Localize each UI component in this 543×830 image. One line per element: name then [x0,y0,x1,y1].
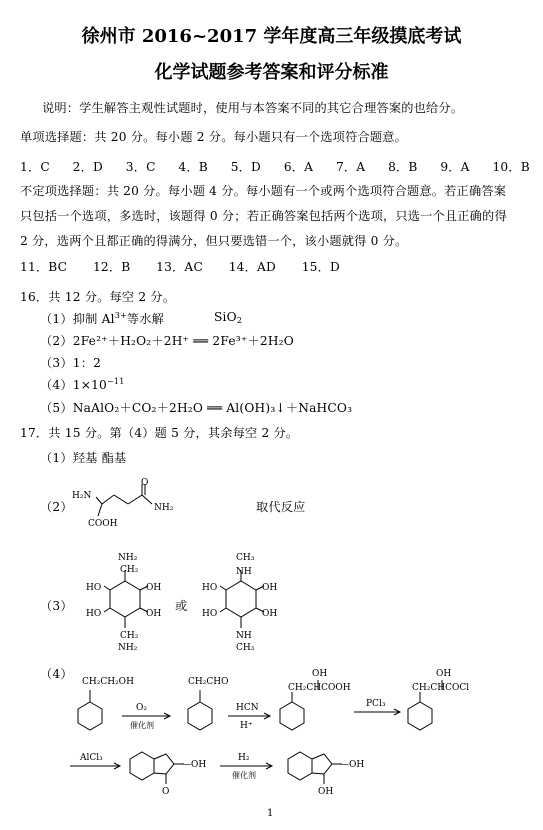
s2-formula: CH₂CHO [188,677,229,687]
q16-answer-1b [214,310,242,325]
r3-reagent: PCl₃ [366,699,386,709]
answer-9: 9．A [440,160,470,174]
q16-header: 16．共 12 分。每空 2 分。 [20,290,176,304]
imino-bottom-label: NH [236,631,252,641]
q16-answer-2 [40,332,294,349]
s3-hydroxyl: OH [312,669,328,679]
q16-label-2: （2） [40,334,73,348]
q16-answer-4 [40,376,125,393]
q16-a1b-sub: 2 [236,316,243,325]
hydroxy-left-bottom-label: HO [202,609,218,619]
amine-bottom-label: NH₂ [118,643,138,653]
answer-11: 11．BC [20,260,68,274]
r1-catalyst: 催化剂 [130,721,154,730]
structure-q17-3b [196,546,286,658]
r2-condition: H⁺ [240,721,253,731]
q16-a1-tail: 等水解 [126,312,165,326]
answer-15: 15．D [301,260,340,274]
q17-reaction-type: 取代反应 [256,500,306,514]
q16-label-1: （1） [40,312,73,326]
structure-q17-2 [70,478,190,538]
methylene-bottom-label: CH₂ [120,631,139,641]
answer-2: 2．D [72,160,103,174]
multi-choice-rule-line-1: 不定项选择题：共 20 分。每小题 4 分。每小题有一个或两个选项符合题意。若正确答案 [20,184,507,198]
answer-8: 8．B [388,160,418,174]
s1-formula: CH₂CH₂OH [82,677,134,687]
structure-q17-3a [80,546,170,658]
methyl-top-label: CH₃ [236,553,255,563]
q16-label-4: （4） [40,378,73,392]
q16-a4-text: 1×10 [72,378,108,392]
multi-choice-rule-line-3: 2 分，选两个且都正确的得满分，但只要选错一个，该小题就得 0 分。 [20,234,408,248]
q16-a1b-text: SiO [214,310,237,324]
amine-label: H₂N [72,491,92,501]
multi-choice-rule-line-2: 只包括一个选项，多选时，该题得 0 分；若正确答案包括两个选项，只选一个且正确的得 [20,209,507,223]
hydroxy-right-bottom-label: OH [262,609,278,619]
single-choice-answers [20,158,530,175]
methyl-bottom-label: CH₃ [236,643,255,653]
answer-5: 5．D [230,160,262,174]
product-hydroxyl-1: —OH [340,760,365,770]
q16-answer-5 [40,399,352,416]
answer-6: 6．A [283,160,314,174]
hydroxy-left-top-label: HO [202,583,218,593]
r1-reagent: O₂ [136,703,147,713]
q17-label-4: （4） [40,667,73,681]
document-title: 徐州市 2016~2017 学年度高三年级摸底考试 [81,26,462,47]
q16-answer-1 [40,310,164,327]
hydroxy-right-bottom-label: OH [146,609,162,619]
answer-7: 7．A [335,160,366,174]
q17-header: 17．共 15 分。第（4）题 5 分，其余每空 2 分。 [20,426,299,440]
hydroxy-right-top-label: OH [146,583,162,593]
answer-4: 4．B [178,160,208,174]
scoring-note: 说明：学生解答主观性试题时，使用与本答案不同的其它合理答案的也给分。 [42,101,464,115]
q17-label-3: （3） [40,599,73,613]
single-choice-header: 单项选择题：共 20 分。每小题 2 分。每小题只有一个选项符合题意。 [20,130,408,144]
hydroxy-left-bottom-label: HO [86,609,102,619]
amide-label: NH₂ [154,503,174,513]
answer-12: 12．B [92,260,131,274]
q16-a2-equation: 2Fe²⁺＋H₂O₂＋2H⁺ ══ 2Fe³⁺＋2H₂O [72,334,294,348]
r2-reagent: HCN [236,703,259,713]
q16-label-3: （3） [40,356,73,370]
amine-top-label: NH₂ [118,553,138,563]
carbonyl-oxygen-label: O [141,478,149,488]
s4-hydroxyl: OH [436,669,452,679]
s4-formula: CH₂CHCOCl [412,683,470,693]
q16-a3-text: 1：2 [72,356,102,370]
r5-catalyst: 催化剂 [232,771,256,780]
q16-answer-3 [40,354,101,371]
s3-formula: CH₂CHCOOH [288,683,351,693]
r4-reagent: AlCl₃ [80,753,103,763]
q17-answer-1 [40,449,126,466]
product-hydroxyl-2: OH [318,787,334,797]
indanone-oxygen: O [162,787,170,797]
synthesis-route [60,668,540,808]
hydroxy-right-top-label: OH [262,583,278,593]
q17-a1-text: 羟基 酯基 [72,451,127,465]
page-number: 1 [267,808,274,819]
answer-3: 3．C [125,160,156,174]
q17-label-2: （2） [40,500,73,514]
methylene-top-label: CH₂ [120,565,139,575]
answer-1: 1．C [20,160,50,174]
multi-choice-answers [20,258,340,275]
document-subtitle: 化学试题参考答案和评分标准 [154,62,389,83]
carboxyl-label: COOH [88,519,118,529]
q16-label-5: （5） [40,401,73,415]
q16-a1-text: 抑制 Al [72,312,115,326]
q17-label-1: （1） [40,451,73,465]
imino-top-label: NH [236,567,252,577]
answer-13: 13．AC [156,260,203,274]
q16-a5-equation: NaAlO₂＋CO₂＋2H₂O ══ Al(OH)₃↓＋NaHCO₃ [72,401,353,415]
answer-10: 10．B [492,160,530,174]
indanone-hydroxyl: —OH [182,760,207,770]
q17-or: 或 [175,599,188,613]
answer-14: 14．AD [228,260,276,274]
q16-a4-sup: −11 [107,377,125,386]
hydroxy-left-top-label: HO [86,583,102,593]
q16-a1-sup: 3+ [114,311,127,320]
r5-reagent: H₂ [238,753,250,763]
